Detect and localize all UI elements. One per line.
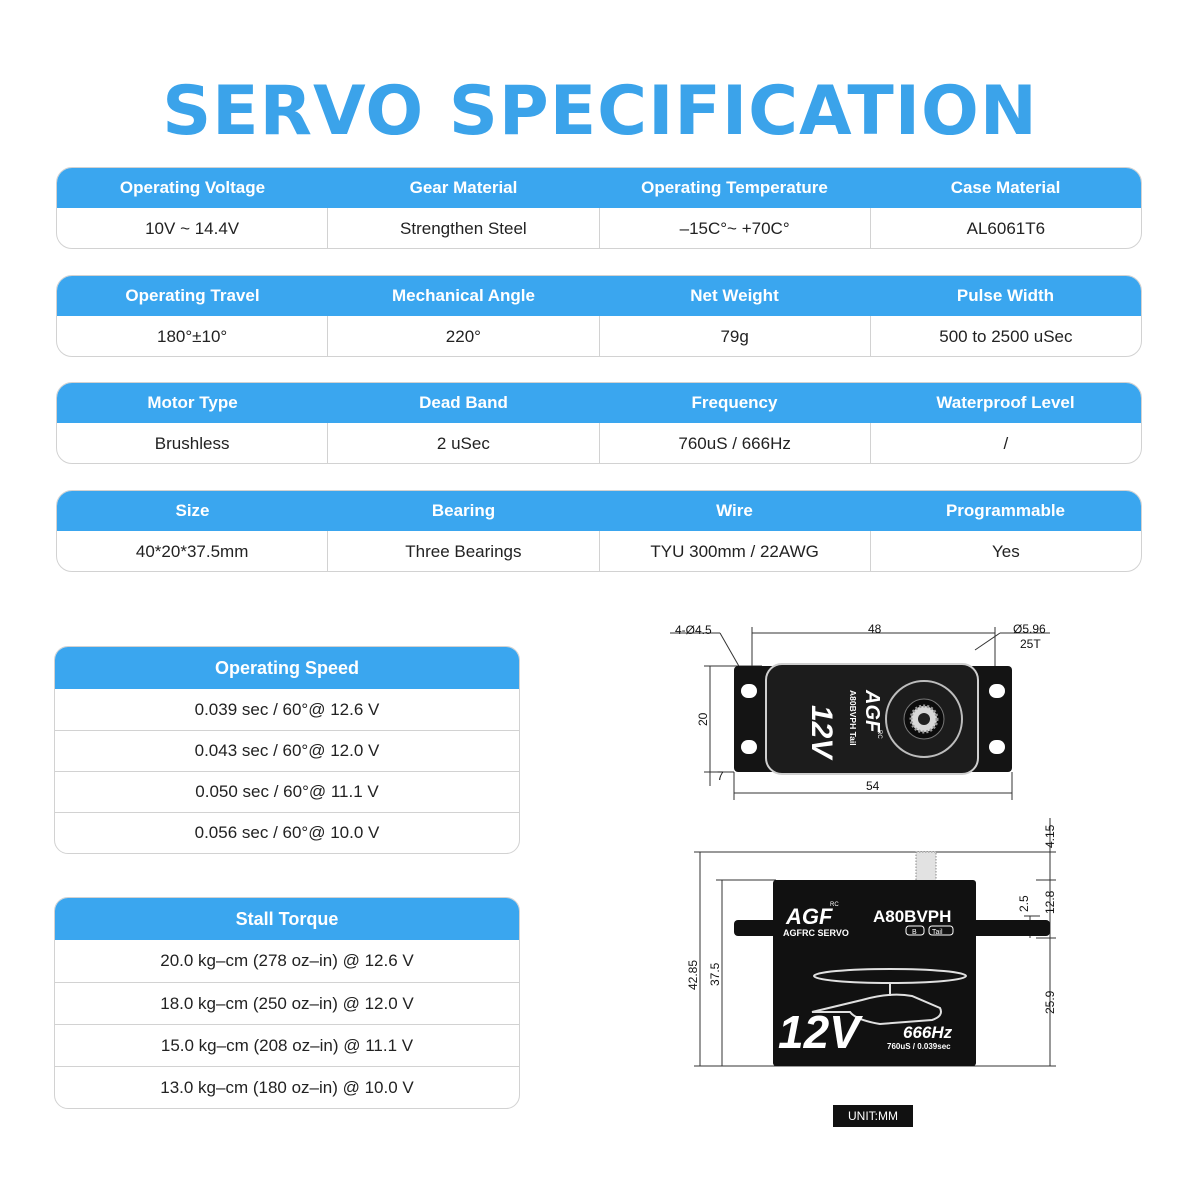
spec-table-voltage-gear xyxy=(56,167,1142,249)
spec-table-row xyxy=(57,316,1141,357)
value-programmable: Yes xyxy=(992,542,1020,561)
value-bearing: Three Bearings xyxy=(328,531,599,572)
top-brand-logo: AGF xyxy=(861,690,883,733)
dim-tab-thickness: 2.5 xyxy=(1017,895,1031,912)
header-dead-band: Dead Band xyxy=(419,393,508,412)
dim-width-48: 48 xyxy=(868,622,882,636)
side-speed-label: 760uS / 0.039sec xyxy=(887,1042,951,1051)
header-pulse-width: Pulse Width xyxy=(956,286,1055,305)
value-operating-voltage: 10V ~ 14.4V xyxy=(57,208,328,249)
torque-row: 15.0 kg–cm (208 oz–in) @ 11.1 V xyxy=(55,1024,519,1066)
top-voltage-label: 12V xyxy=(805,705,838,759)
dim-hole-label: 4-Ø4.5 xyxy=(675,623,712,637)
spec-table-motor-frequency xyxy=(56,382,1142,464)
servo-dimension-drawing xyxy=(640,610,1080,1090)
header-operating-temperature: Operating Temperature xyxy=(641,178,828,197)
torque-row: 18.0 kg–cm (250 oz–in) @ 12.0 V xyxy=(55,982,519,1024)
value-motor-type: Brushless xyxy=(57,423,328,464)
dim-offset-7: 7 xyxy=(717,769,724,783)
header-bearing: Bearing xyxy=(431,501,496,520)
stall-torque-table xyxy=(54,897,520,1109)
dim-tab-position: 12.8 xyxy=(1043,890,1057,914)
value-frequency: 760uS / 666Hz xyxy=(600,423,871,464)
header-case-material: Case Material xyxy=(950,178,1061,197)
value-dead-band: 2 uSec xyxy=(328,423,599,464)
header-net-weight: Net Weight xyxy=(690,286,779,305)
servo-top-body xyxy=(734,664,1012,774)
side-badge-tail: Tail xyxy=(932,929,943,936)
top-model-label: A80BVPH Tail xyxy=(848,690,858,746)
spec-table-header xyxy=(57,276,1141,316)
header-mechanical-angle: Mechanical Angle xyxy=(392,286,535,305)
header-operating-voltage: Operating Voltage xyxy=(119,178,266,197)
value-operating-temperature: –15C°~ +70C° xyxy=(600,208,871,249)
dim-width-54: 54 xyxy=(866,779,880,793)
value-mechanical-angle: 220° xyxy=(328,316,599,357)
dim-spline-teeth: 25T xyxy=(1020,637,1041,651)
spec-table-travel-weight xyxy=(56,275,1142,357)
speed-row: 0.056 sec / 60°@ 10.0 V xyxy=(55,812,519,853)
value-gear-material: Strengthen Steel xyxy=(328,208,599,249)
dim-height-20: 20 xyxy=(696,712,710,726)
spec-table-row xyxy=(57,208,1141,249)
side-voltage-label: 12V xyxy=(778,1006,860,1058)
side-rc-mark: RC xyxy=(830,902,839,908)
spec-table-size-wire xyxy=(56,490,1142,572)
spec-table-row xyxy=(57,531,1141,572)
header-size: Size xyxy=(175,501,210,520)
speed-row: 0.050 sec / 60°@ 11.1 V xyxy=(55,771,519,812)
speed-row: 0.039 sec / 60°@ 12.6 V xyxy=(194,699,380,719)
speed-row: 0.043 sec / 60°@ 12.0 V xyxy=(55,730,519,771)
side-brand-sub: AGFRC SERVO xyxy=(783,928,849,938)
header-frequency: Frequency xyxy=(691,393,778,412)
value-pulse-width: 500 to 2500 uSec xyxy=(939,327,1073,346)
side-model-label: A80BVPH xyxy=(873,907,952,926)
header-operating-travel: Operating Travel xyxy=(125,286,260,305)
dim-total-height: 42.85 xyxy=(686,959,700,990)
value-net-weight: 79g xyxy=(600,316,871,357)
value-operating-travel: 180°±10° xyxy=(57,316,328,357)
torque-row: 13.0 kg–cm (180 oz–in) @ 10.0 V xyxy=(55,1066,519,1108)
operating-speed-table xyxy=(54,646,520,854)
page-title: SERVO SPECIFICATION xyxy=(162,72,1038,151)
spec-table-row xyxy=(57,423,1141,464)
value-waterproof-level: / xyxy=(1003,434,1009,453)
header-gear-material: Gear Material xyxy=(409,178,518,197)
header-programmable: Programmable xyxy=(945,501,1066,520)
value-size: 40*20*37.5mm xyxy=(57,531,328,572)
dim-spline-height: 4.15 xyxy=(1043,824,1057,848)
stall-torque-header: Stall Torque xyxy=(55,898,519,940)
header-motor-type: Motor Type xyxy=(147,393,238,412)
value-case-material: AL6061T6 xyxy=(966,219,1046,238)
value-wire: TYU 300mm / 22AWG xyxy=(600,531,871,572)
spec-table-header xyxy=(57,168,1141,208)
dim-lower-height: 25.9 xyxy=(1043,990,1057,1014)
dim-spline-diameter: Ø5.96 xyxy=(1013,622,1046,636)
header-wire: Wire xyxy=(716,501,753,520)
unit-label: UNIT:MM xyxy=(833,1105,913,1127)
top-rc-mark: RC xyxy=(876,730,882,739)
side-frequency-label: 666Hz xyxy=(903,1023,953,1042)
dim-body-height: 37.5 xyxy=(708,962,722,986)
operating-speed-header: Operating Speed xyxy=(55,647,519,689)
spec-table-header xyxy=(57,491,1141,531)
torque-row: 20.0 kg–cm (278 oz–in) @ 12.6 V xyxy=(160,951,414,970)
header-waterproof-level: Waterproof Level xyxy=(936,393,1075,412)
side-badge-b: B xyxy=(912,929,917,936)
side-brand-logo: AGF xyxy=(786,904,833,929)
spec-table-header xyxy=(57,383,1141,423)
